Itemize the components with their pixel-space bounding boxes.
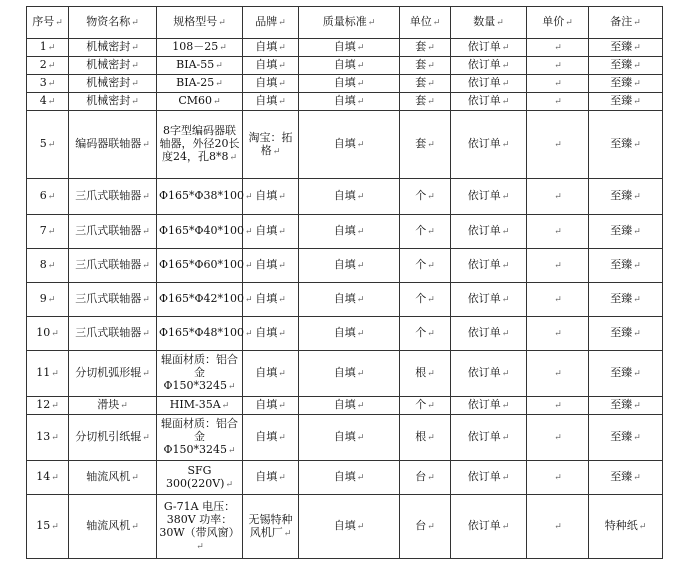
cell-price: ↵ <box>527 317 589 351</box>
cell-brand: 自填↵ <box>243 75 299 93</box>
cell-seq: 13↵ <box>27 415 69 461</box>
header-remark: 备注↵ <box>589 7 663 39</box>
cell-spec: Φ165*Φ42*100↵ <box>157 283 243 317</box>
cell-name: 分切机弧形辊↵ <box>69 351 157 397</box>
cell-brand: 自填↵ <box>243 415 299 461</box>
cell-spec: Φ165*Φ48*100↵ <box>157 317 243 351</box>
cell-qty: 依订单↵ <box>451 397 527 415</box>
table-row <box>27 461 663 495</box>
cell-name: 滑块↵ <box>69 397 157 415</box>
table-row <box>27 283 663 317</box>
table-row <box>27 415 663 461</box>
cell-qty: 依订单↵ <box>451 111 527 179</box>
cell-seq: 15↵ <box>27 495 69 559</box>
cell-seq: 2↵ <box>27 57 69 75</box>
cell-qty: 依订单↵ <box>451 215 527 249</box>
cell-price: ↵ <box>527 351 589 397</box>
header-row <box>27 7 663 39</box>
cell-remark: 至臻↵ <box>589 57 663 75</box>
cell-unit: 个↵ <box>400 249 451 283</box>
cell-unit: 根↵ <box>400 351 451 397</box>
cell-name: 轴流风机↵ <box>69 461 157 495</box>
cell-quality: 自填↵ <box>299 215 400 249</box>
cell-unit: 个↵ <box>400 179 451 215</box>
table-row <box>27 179 663 215</box>
cell-name: 三爪式联轴器↵ <box>69 249 157 283</box>
cell-spec: G-71A 电压：380V 功率：30W（带风窗）↵ <box>157 495 243 559</box>
cell-brand: 自填↵ <box>243 215 299 249</box>
cell-seq: 7↵ <box>27 215 69 249</box>
cell-quality: 自填↵ <box>299 317 400 351</box>
cell-brand: 自填↵ <box>243 249 299 283</box>
cell-unit: 个↵ <box>400 215 451 249</box>
cell-spec: HIM-35A↵ <box>157 397 243 415</box>
cell-spec: CM60↵ <box>157 93 243 111</box>
cell-brand: 自填↵ <box>243 351 299 397</box>
cell-name: 轴流风机↵ <box>69 495 157 559</box>
cell-spec: 辊面材质：铝合金Φ150*3245↵ <box>157 415 243 461</box>
table-row <box>27 39 663 57</box>
cell-seq: 14↵ <box>27 461 69 495</box>
cell-name: 三爪式联轴器↵ <box>69 283 157 317</box>
header-seq: 序号↵ <box>27 7 69 39</box>
table-row <box>27 215 663 249</box>
table-row <box>27 397 663 415</box>
cell-qty: 依订单↵ <box>451 39 527 57</box>
cell-quality: 自填↵ <box>299 93 400 111</box>
cell-seq: 3↵ <box>27 75 69 93</box>
cell-quality: 自填↵ <box>299 179 400 215</box>
cell-price: ↵ <box>527 75 589 93</box>
table-row <box>27 351 663 397</box>
cell-remark: 至臻↵ <box>589 39 663 57</box>
cell-unit: 套↵ <box>400 39 451 57</box>
table-body <box>27 39 663 559</box>
cell-qty: 依订单↵ <box>451 317 527 351</box>
header-name: 物资名称↵ <box>69 7 157 39</box>
cell-remark: 特种纸↵ <box>589 495 663 559</box>
table-row <box>27 249 663 283</box>
cell-quality: 自填↵ <box>299 39 400 57</box>
cell-unit: 台↵ <box>400 495 451 559</box>
cell-remark: 至臻↵ <box>589 461 663 495</box>
cell-remark: 至臻↵ <box>589 179 663 215</box>
cell-unit: 套↵ <box>400 57 451 75</box>
header-qty: 数量↵ <box>451 7 527 39</box>
header-unit: 单位↵ <box>400 7 451 39</box>
cell-quality: 自填↵ <box>299 397 400 415</box>
cell-name: 三爪式联轴器↵ <box>69 317 157 351</box>
cell-qty: 依订单↵ <box>451 93 527 111</box>
cell-price: ↵ <box>527 249 589 283</box>
cell-brand: 自填↵ <box>243 179 299 215</box>
cell-seq: 1↵ <box>27 39 69 57</box>
cell-remark: 至臻↵ <box>589 93 663 111</box>
cell-unit: 套↵ <box>400 111 451 179</box>
cell-qty: 依订单↵ <box>451 57 527 75</box>
cell-seq: 9↵ <box>27 283 69 317</box>
cell-quality: 自填↵ <box>299 351 400 397</box>
cell-quality: 自填↵ <box>299 461 400 495</box>
cell-quality: 自填↵ <box>299 111 400 179</box>
table-row <box>27 495 663 559</box>
cell-unit: 根↵ <box>400 415 451 461</box>
cell-unit: 套↵ <box>400 75 451 93</box>
cell-price: ↵ <box>527 179 589 215</box>
cell-quality: 自填↵ <box>299 75 400 93</box>
cell-qty: 依订单↵ <box>451 495 527 559</box>
cell-brand: 自填↵ <box>243 283 299 317</box>
table-row <box>27 75 663 93</box>
cell-name: 分切机引纸辊↵ <box>69 415 157 461</box>
cell-name: 三爪式联轴器↵ <box>69 179 157 215</box>
cell-quality: 自填↵ <box>299 57 400 75</box>
cell-price: ↵ <box>527 415 589 461</box>
cell-seq: 10↵ <box>27 317 69 351</box>
cell-spec: BIA-25↵ <box>157 75 243 93</box>
cell-price: ↵ <box>527 39 589 57</box>
cell-qty: 依订单↵ <box>451 461 527 495</box>
cell-quality: 自填↵ <box>299 415 400 461</box>
cell-price: ↵ <box>527 461 589 495</box>
cell-remark: 至臻↵ <box>589 249 663 283</box>
cell-brand: 自填↵ <box>243 461 299 495</box>
cell-qty: 依订单↵ <box>451 179 527 215</box>
cell-name: 机械密封↵ <box>69 57 157 75</box>
cell-seq: 5↵ <box>27 111 69 179</box>
cell-name: 机械密封↵ <box>69 75 157 93</box>
cell-seq: 11↵ <box>27 351 69 397</box>
cell-name: 机械密封↵ <box>69 39 157 57</box>
cell-name: 编码器联轴器↵ <box>69 111 157 179</box>
cell-seq: 6↵ <box>27 179 69 215</box>
cell-price: ↵ <box>527 93 589 111</box>
cell-name: 机械密封↵ <box>69 93 157 111</box>
table-row <box>27 111 663 179</box>
cell-brand: 自填↵ <box>243 93 299 111</box>
cell-spec: Φ165*Φ60*100↵ <box>157 249 243 283</box>
cell-qty: 依订单↵ <box>451 75 527 93</box>
cell-brand: 自填↵ <box>243 39 299 57</box>
cell-qty: 依订单↵ <box>451 249 527 283</box>
cell-price: ↵ <box>527 57 589 75</box>
cell-quality: 自填↵ <box>299 283 400 317</box>
cell-spec: Φ165*Φ38*100↵ <box>157 179 243 215</box>
cell-spec: BIA-55↵ <box>157 57 243 75</box>
cell-name: 三爪式联轴器↵ <box>69 215 157 249</box>
cell-brand: 淘宝：拓格↵ <box>243 111 299 179</box>
cell-brand: 自填↵ <box>243 57 299 75</box>
cell-price: ↵ <box>527 495 589 559</box>
cell-spec: 108－25↵ <box>157 39 243 57</box>
cell-seq: 8↵ <box>27 249 69 283</box>
cell-brand: 自填↵ <box>243 397 299 415</box>
cell-spec: Φ165*Φ40*100↵ <box>157 215 243 249</box>
cell-price: ↵ <box>527 111 589 179</box>
cell-price: ↵ <box>527 215 589 249</box>
cell-qty: 依订单↵ <box>451 415 527 461</box>
cell-remark: 至臻↵ <box>589 283 663 317</box>
cell-remark: 至臻↵ <box>589 415 663 461</box>
table-row <box>27 93 663 111</box>
cell-spec: 8字型编码器联轴器，外径20长度24，孔8*8↵ <box>157 111 243 179</box>
cell-quality: 自填↵ <box>299 249 400 283</box>
cell-seq: 4↵ <box>27 93 69 111</box>
cell-unit: 个↵ <box>400 283 451 317</box>
cell-seq: 12↵ <box>27 397 69 415</box>
cell-remark: 至臻↵ <box>589 317 663 351</box>
cell-remark: 至臻↵ <box>589 75 663 93</box>
procurement-table <box>26 6 663 559</box>
table-row <box>27 57 663 75</box>
header-price: 单价↵ <box>527 7 589 39</box>
header-brand: 品牌↵ <box>243 7 299 39</box>
cell-qty: 依订单↵ <box>451 283 527 317</box>
header-spec: 规格型号↵ <box>157 7 243 39</box>
cell-brand: 自填↵ <box>243 317 299 351</box>
cell-brand: 无锡特种风机厂↵ <box>243 495 299 559</box>
cell-remark: 至臻↵ <box>589 215 663 249</box>
cell-price: ↵ <box>527 397 589 415</box>
cell-quality: 自填↵ <box>299 495 400 559</box>
cell-remark: 至臻↵ <box>589 397 663 415</box>
cell-remark: 至臻↵ <box>589 351 663 397</box>
cell-unit: 个↵ <box>400 397 451 415</box>
header-quality: 质量标准↵ <box>299 7 400 39</box>
table-row <box>27 317 663 351</box>
cell-remark: 至臻↵ <box>589 111 663 179</box>
cell-spec: 辊面材质：铝合金Φ150*3245↵ <box>157 351 243 397</box>
cell-qty: 依订单↵ <box>451 351 527 397</box>
cell-price: ↵ <box>527 283 589 317</box>
cell-spec: SFG 300(220V)↵ <box>157 461 243 495</box>
cell-unit: 套↵ <box>400 93 451 111</box>
cell-unit: 台↵ <box>400 461 451 495</box>
cell-unit: 个↵ <box>400 317 451 351</box>
